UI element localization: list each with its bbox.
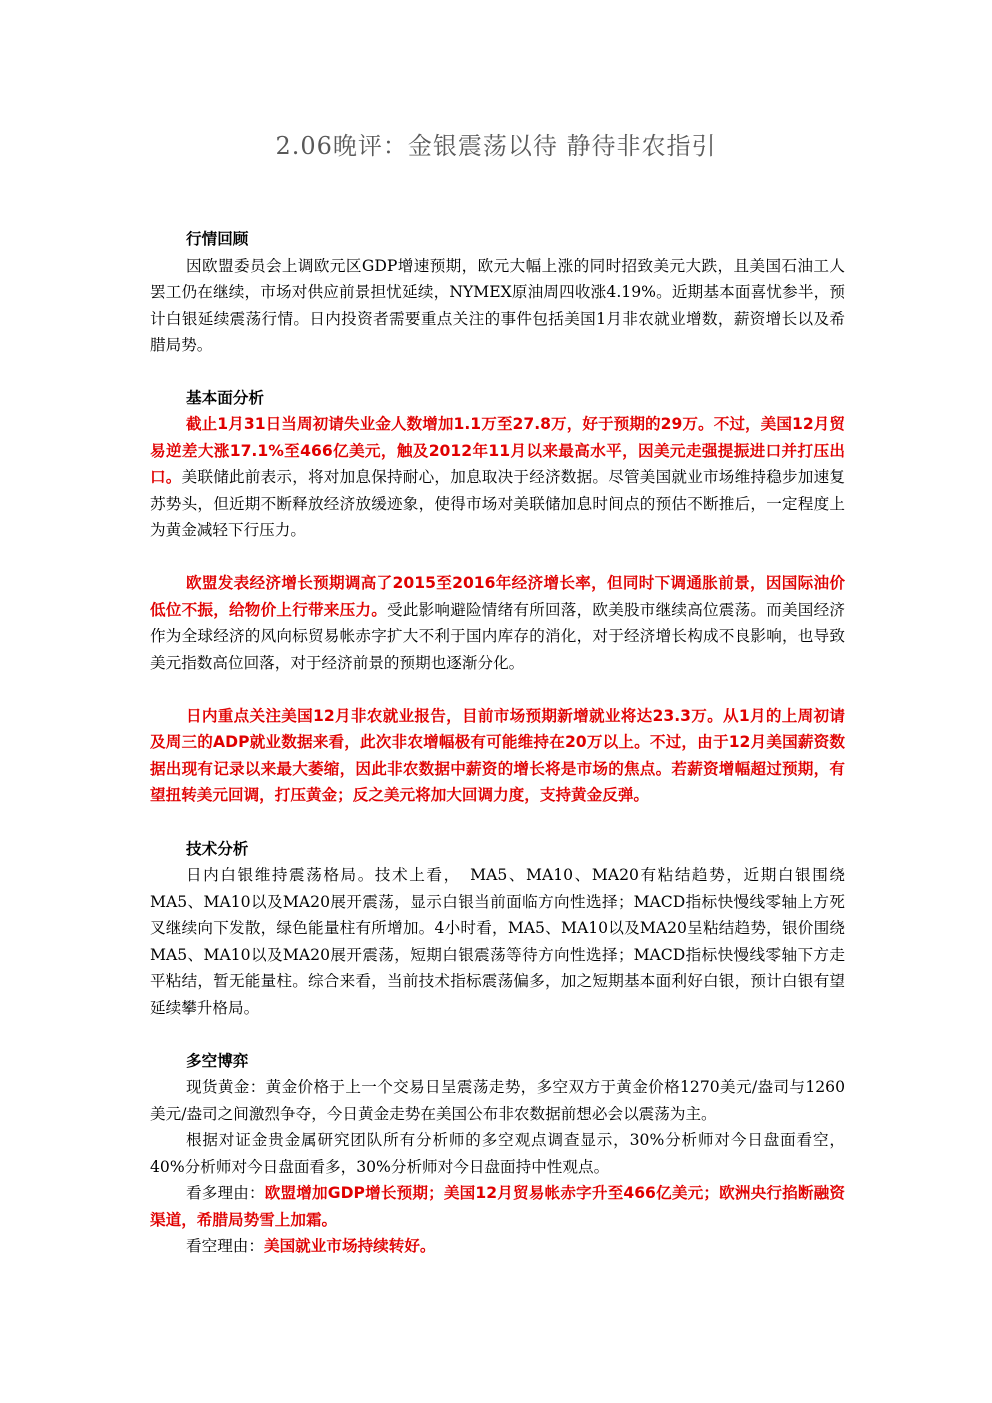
bull-reasons bbox=[150, 1180, 845, 1233]
bear-reasons bbox=[150, 1233, 845, 1260]
section-heading-fundamental: 基本面分析 bbox=[186, 388, 264, 407]
fundamental-paragraph-2 bbox=[150, 570, 845, 676]
document-title: 2.06晚评：金银震荡以待 静待非农指引 bbox=[275, 132, 717, 160]
highlight-text: 截止1月31日当周初请失业金人数增加1.1万至27.8万，好于预期的29万。不过，美国12月贸易逆差大涨17.1%至466亿美元，触及2012年11月以来最高水平，因美元走强提振进口并打压出口。 bbox=[150, 415, 845, 486]
longshort-paragraph-2: 根据对证金贵金属研究团队所有分析师的多空观点调查显示，30%分析师对今日盘面看空，40%分析师对今日盘面看多，30%分析师对今日盘面持中性观点。 bbox=[150, 1131, 845, 1176]
fundamental-paragraph-1 bbox=[150, 411, 845, 544]
fundamental-paragraph-3 bbox=[150, 703, 845, 809]
section-heading-longshort: 多空博弈 bbox=[186, 1051, 249, 1070]
bull-reasons-text: 欧盟增加GDP增长预期；美国12月贸易帐赤字升至466亿美元；欧洲央行掐断融资渠道，希腊局势雪上加霜。 bbox=[150, 1184, 845, 1229]
bear-reasons-text: 美国就业市场持续转好。 bbox=[263, 1237, 436, 1255]
technical-paragraph: 日内白银维持震荡格局。技术上看， MA5、MA10、MA20有粘结趋势，近期白银围绕MA5、MA10以及MA20展开震荡，显示白银当前面临方向性选择；MACD指标快慢线零轴上方死叉继续向下发散，绿色能量柱有所增加。4小时看，MA5、MA10以及MA20呈粘结趋势，银价围绕MA5、MA10以及MA20展开震荡，短期白银震荡等待方向性选择；MACD指标快慢线零轴下方走平粘结，暂无能量柱。综合来看，当前技术指标震荡偏多，加之短期基本面利好白银，预计白银有望延续攀升格局。 bbox=[150, 866, 845, 1017]
review-paragraph: 因欧盟委员会上调欧元区GDP增速预期，欧元大幅上涨的同时招致美元大跌，且美国石油工人罢工仍在继续，市场对供应前景担忧延续，NYMEX原油周四收涨4.19%。近期基本面喜忧参半，预计白银延续震荡行情。日内投资者需要重点关注的事件包括美国1月非农就业增数，薪资增长以及希腊局势。 bbox=[150, 256, 845, 354]
body-text: 美联储此前表示，将对加息保持耐心，加息取决于经济数据。尽管美国就业市场维持稳步加速复苏势头，但近期不断释放经济放缓迹象，使得市场对美联储加息时间点的预估不断推后，一定程度上为黄金减轻下行压力。 bbox=[150, 468, 845, 539]
body-text: 受此影响避险情绪有所回落，欧美股市继续高位震荡。而美国经济作为全球经济的风向标贸易帐赤字扩大不利于国内库存的消化，对于经济增长构成不良影响，也导致美元指数高位回落，对于经济前景的预期也逐渐分化。 bbox=[150, 600, 845, 672]
highlight-text: 日内重点关注美国12月非农就业报告，目前市场预期新增就业将达23.3万。从1月的上周初请及周三的ADP就业数据来看，此次非农增幅极有可能维持在20万以上。不过，由于12月美国薪资数据出现有记录以来最大萎缩，因此非农数据中薪资的增长将是市场的焦点。若薪资增幅超过预期，有望扭转美元回调，打压黄金；反之美元将加大回调力度，支持黄金反弹。 bbox=[150, 706, 845, 804]
bear-label: 看空理由： bbox=[186, 1237, 264, 1255]
longshort-paragraph-1: 现货黄金：黄金价格于上一个交易日呈震荡走势，多空双方于黄金价格1270美元/盎司与1260美元/盎司之间激烈争夺，今日黄金走势在美国公布非农数据前想必会以震荡为主。 bbox=[150, 1078, 845, 1123]
highlight-text: 欧盟发表经济增长预期调高了2015至2016年经济增长率，但同时下调通胀前景，因国际油价低位不振，给物价上行带来压力。 bbox=[150, 574, 845, 619]
document-body bbox=[150, 226, 845, 1260]
bull-label: 看多理由： bbox=[186, 1184, 265, 1202]
section-heading-technical: 技术分析 bbox=[186, 839, 249, 858]
section-heading-review: 行情回顾 bbox=[186, 230, 249, 248]
